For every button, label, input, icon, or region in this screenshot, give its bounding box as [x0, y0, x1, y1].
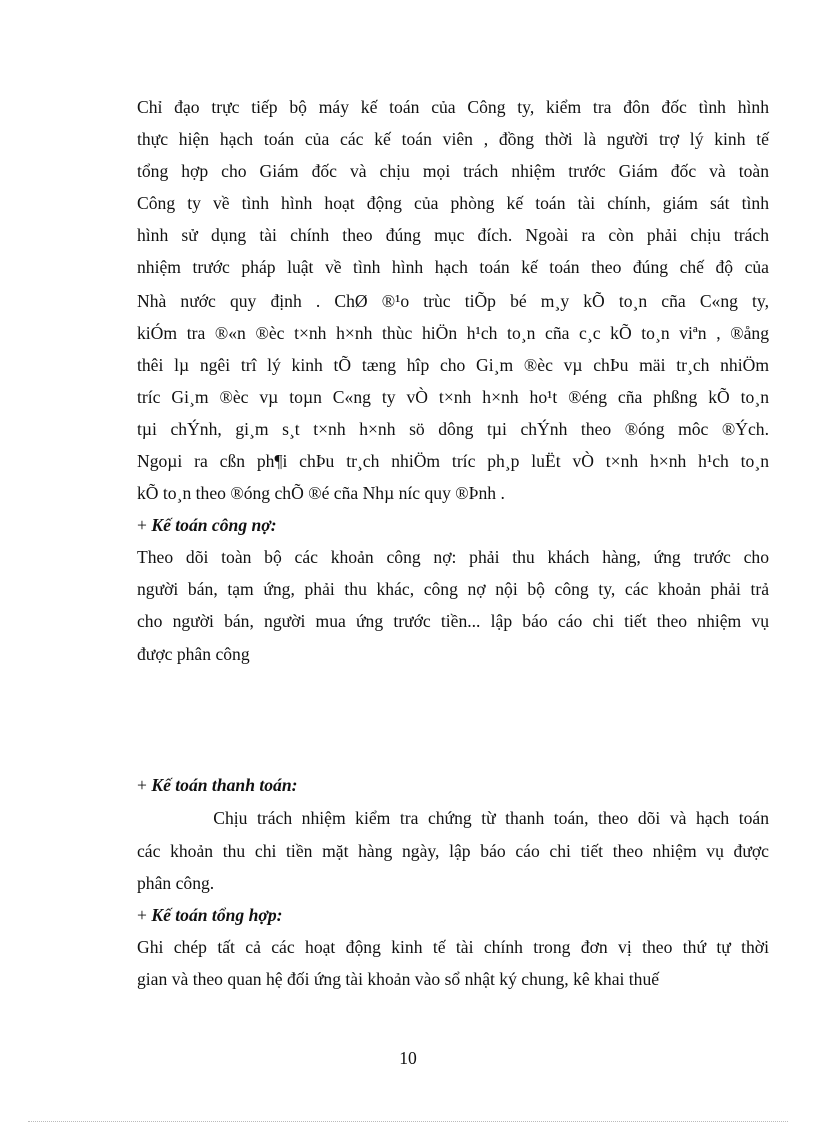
paragraph-line: phân công. [137, 873, 215, 893]
section-heading-thanh-toan [137, 774, 769, 796]
paragraph-line: tríc Gi¸m ®èc vµ toµn C«ng ty vÒ t×nh h×nh ho¹t ®éng cña phßng kÕ to¸n [137, 387, 769, 407]
heading-bullet: + [137, 775, 152, 795]
paragraph-line: Chịu trách nhiệm kiểm tra chứng từ thanh toán, theo dõi và hạch toán [137, 808, 769, 828]
paragraph-line: Ghi chép tất cả các hoạt động kinh tế tài chính trong đơn vị theo thứ tự thời [137, 937, 769, 957]
paragraph-line: Ngoµi ra cßn ph¶i chÞu tr¸ch nhiÖm tríc ph¸p luËt vÒ t×nh h×nh h¹ch to¸n [137, 451, 769, 471]
heading-title: Kế toán tổng hợp: [151, 905, 283, 925]
page-edge-divider [28, 1121, 788, 1122]
paragraph-line: các khoản thu chi tiền mặt hàng ngày, lập báo cáo chi tiết theo nhiệm vụ được [137, 841, 769, 861]
paragraph-line: Theo dõi toàn bộ các khoản công nợ: phải thu khách hàng, ứng trước cho [137, 547, 769, 567]
heading-title: Kế toán công nợ: [151, 515, 277, 535]
heading-bullet: + [137, 905, 152, 925]
paragraph-line: tµi chÝnh, gi¸m s¸t t×nh h×nh sö dông tµi chÝnh theo ®óng môc ®Ých. [137, 419, 769, 439]
page-number: 10 [399, 1048, 417, 1068]
section-heading-tong-hop [137, 904, 769, 926]
paragraph-line: Chỉ đạo trực tiếp bộ máy kế toán của Công ty, kiểm tra đôn đốc tình hình [137, 97, 769, 117]
paragraph-line: người bán, tạm ứng, phải thu khác, công nợ nội bộ công ty, các khoản phải trả [137, 579, 769, 599]
paragraph-line: thực hiện hạch toán của các kế toán viên , đồng thời là người trợ lý kinh tế [137, 129, 769, 149]
paragraph-line: tổng hợp cho Giám đốc và chịu mọi trách nhiệm trước Giám đốc và toàn [137, 161, 769, 181]
heading-bullet: + [137, 515, 152, 535]
paragraph-line: kÕ to¸n theo ®óng chÕ ®é cña Nhµ níc quy ®Þnh . [137, 483, 505, 503]
paragraph-line: nhiệm trước pháp luật về tình hình hạch toán kế toán theo đúng chế độ của [137, 257, 769, 277]
paragraph-line: Công ty về tình hình hoạt động của phòng kế toán tài chính, giám sát tình [137, 193, 769, 213]
paragraph-line: được phân công [137, 644, 250, 664]
paragraph-line: thêi lµ ngêi trî lý kinh tÕ tæng hîp cho Gi¸m ®èc vµ chÞu mäi tr¸ch nhiÖm [137, 355, 769, 375]
paragraph-line: kiÓm tra ®«n ®èc t×nh h×nh thùc hiÖn h¹ch to¸n cña c¸c kÕ to¸n viªn , ®ång [137, 323, 769, 343]
heading-title: Kế toán thanh toán: [151, 775, 298, 795]
paragraph-line: gian và theo quan hệ đối ứng tài khoản vào sổ nhật ký chung, kê khai thuế [137, 969, 660, 989]
paragraph-line: cho người bán, người mua ứng trước tiền... lập báo cáo chi tiết theo nhiệm vụ [137, 611, 769, 631]
paragraph-line: hình sử dụng tài chính theo đúng mục đích. Ngoài ra còn phải chịu trách [137, 225, 769, 245]
paragraph-line: Nhà nước quy định . ChØ ®¹o trùc tiÕp bé m¸y kÕ to¸n cña C«ng ty, [137, 291, 769, 311]
section-heading-cong-no [137, 514, 769, 536]
